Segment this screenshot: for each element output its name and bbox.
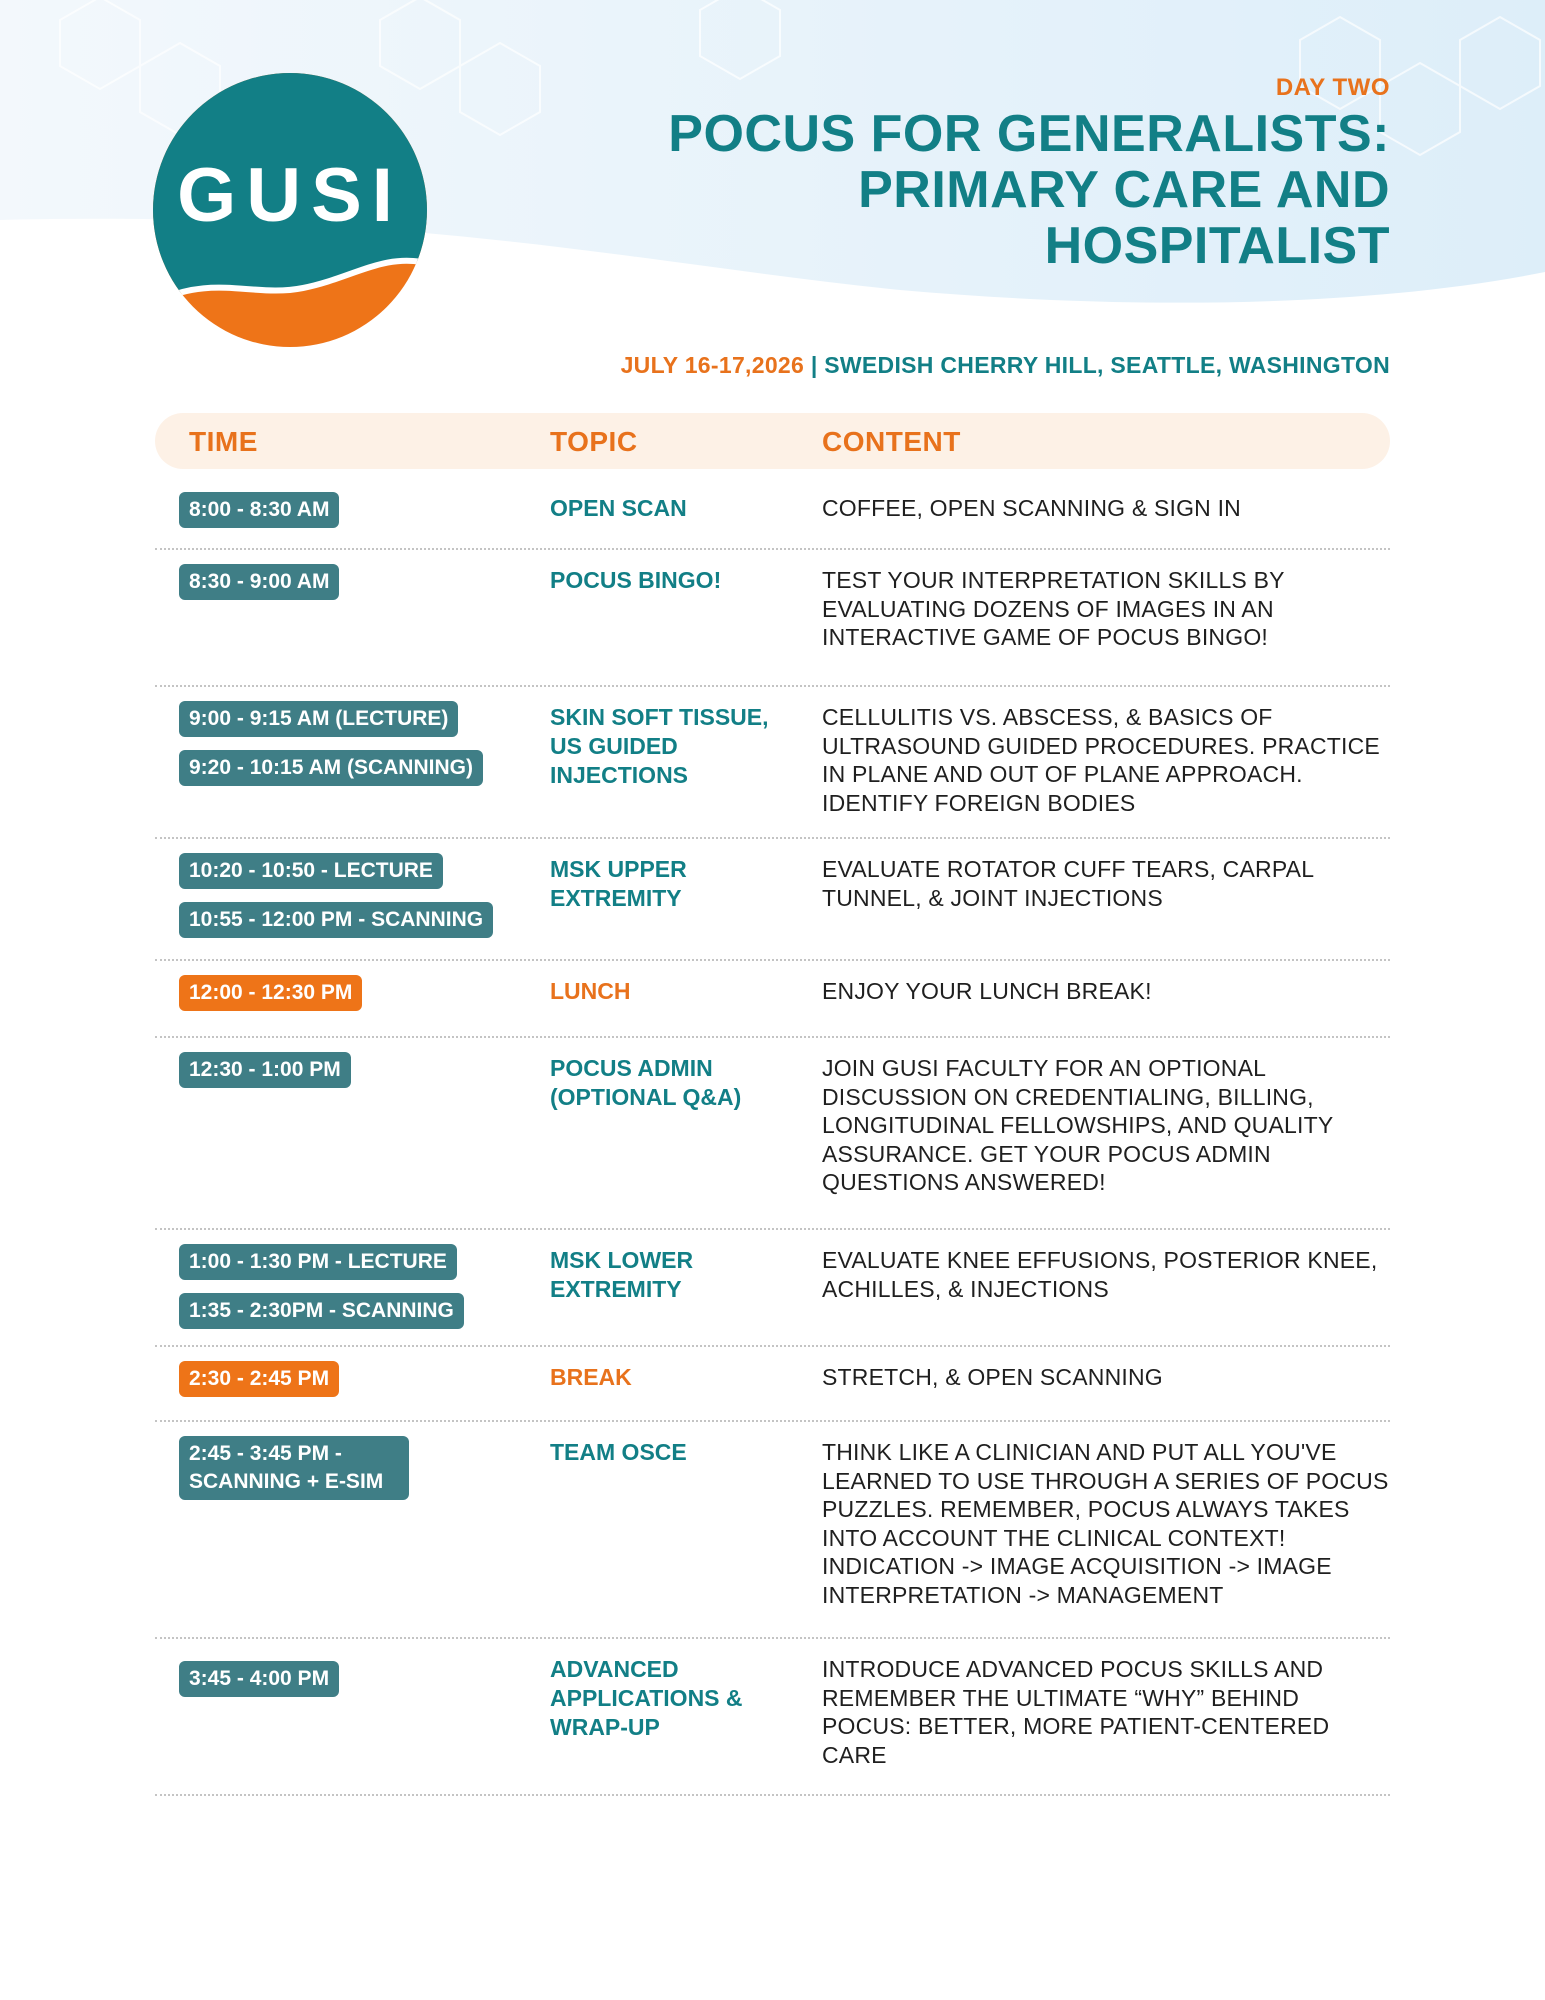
event-venue: SWEDISH CHERRY HILL, SEATTLE, WASHINGTON	[824, 352, 1390, 378]
time-pill: 1:35 - 2:30PM - SCANNING	[179, 1293, 464, 1329]
table-row	[155, 478, 1390, 550]
content-cell: EVALUATE KNEE EFFUSIONS, POSTERIOR KNEE, ACHILLES, & INJECTIONS	[822, 1247, 1378, 1302]
content-cell: COFFEE, OPEN SCANNING & SIGN IN	[822, 495, 1241, 521]
topic-cell: MSK UPPER EXTREMITY	[550, 856, 687, 911]
gusi-logo	[153, 73, 427, 347]
table-row	[155, 1422, 1390, 1639]
time-pill: 9:20 - 10:15 AM (SCANNING)	[179, 750, 483, 786]
column-header-content: CONTENT	[822, 426, 961, 457]
content-cell: EVALUATE ROTATOR CUFF TEARS, CARPAL TUNNEL, & JOINT INJECTIONS	[822, 856, 1314, 911]
table-row	[155, 1038, 1390, 1230]
title-line: PRIMARY CARE AND	[858, 161, 1390, 219]
event-date: JULY 16-17,2026	[620, 352, 805, 378]
time-pill: 10:55 - 12:00 PM - SCANNING	[179, 902, 493, 938]
topic-cell: POCUS ADMIN (OPTIONAL Q&A)	[550, 1055, 742, 1110]
topic-cell: SKIN SOFT TISSUE, US GUIDED INJECTIONS	[550, 704, 769, 788]
content-cell: STRETCH, & OPEN SCANNING	[822, 1364, 1163, 1390]
table-row	[155, 687, 1390, 839]
time-pill: 1:00 - 1:30 PM - LECTURE	[179, 1244, 457, 1280]
time-pill: 2:45 - 3:45 PM - SCANNING + E-SIM	[179, 1436, 409, 1500]
table-row	[155, 1347, 1390, 1422]
topic-cell: LUNCH	[550, 978, 631, 1004]
table-header-bar	[155, 413, 1390, 469]
time-pill: 3:45 - 4:00 PM	[179, 1661, 339, 1697]
time-pill: 12:30 - 1:00 PM	[179, 1052, 351, 1088]
table-row	[155, 1230, 1390, 1347]
content-cell: THINK LIKE A CLINICIAN AND PUT ALL YOU'VE LEARNED TO USE THROUGH A SERIES OF POCUS PUZZLES. REMEMBER, POCUS ALWAYS TAKES INTO ACCOUNT THE CLINICAL CONTEXT! INDICATION -> IMAGE ACQUISITION -> IMAGE INTERPRETATION -> MANAGEMENT	[822, 1439, 1389, 1608]
separator: |	[810, 352, 818, 378]
day-label: DAY TWO	[1275, 74, 1390, 101]
table-row	[155, 961, 1390, 1038]
content-cell: INTRODUCE ADVANCED POCUS SKILLS AND REMEMBER THE ULTIMATE “WHY” BEHIND POCUS: BETTER, MORE PATIENT-CENTERED CARE	[822, 1656, 1330, 1768]
schedule-table	[155, 478, 1390, 1796]
table-row	[155, 839, 1390, 961]
title-line: POCUS FOR GENERALISTS:	[668, 105, 1390, 163]
page-title	[490, 106, 1390, 274]
time-pill: 10:20 - 10:50 - LECTURE	[179, 853, 443, 889]
time-pill: 12:00 - 12:30 PM	[179, 975, 362, 1011]
topic-cell: OPEN SCAN	[550, 495, 687, 521]
topic-cell: ADVANCED APPLICATIONS & WRAP-UP	[550, 1656, 743, 1740]
topic-cell: MSK LOWER EXTREMITY	[550, 1247, 694, 1302]
content-cell: JOIN GUSI FACULTY FOR AN OPTIONAL DISCUSSION ON CREDENTIALING, BILLING, LONGITUDINAL FELLOWSHIPS, AND QUALITY ASSURANCE. GET YOUR POCUS ADMIN QUESTIONS ANSWERED!	[822, 1055, 1333, 1195]
topic-cell: BREAK	[550, 1364, 632, 1390]
content-cell: ENJOY YOUR LUNCH BREAK!	[822, 978, 1152, 1004]
time-pill: 2:30 - 2:45 PM	[179, 1361, 339, 1397]
time-pill: 9:00 - 9:15 AM (LECTURE)	[179, 701, 458, 737]
time-pill: 8:00 - 8:30 AM	[179, 492, 339, 528]
content-cell: CELLULITIS VS. ABSCESS, & BASICS OF ULTRASOUND GUIDED PROCEDURES. PRACTICE IN PLANE AND OUT OF PLANE APPROACH. IDENTIFY FOREIGN BODIES	[822, 704, 1380, 816]
topic-cell: TEAM OSCE	[550, 1439, 687, 1465]
time-pill: 8:30 - 9:00 AM	[179, 564, 339, 600]
column-header-topic: TOPIC	[550, 426, 638, 457]
title-line: HOSPITALIST	[1044, 217, 1390, 275]
logo-text: GUSI	[177, 153, 403, 238]
content-cell: TEST YOUR INTERPRETATION SKILLS BY EVALUATING DOZENS OF IMAGES IN AN INTERACTIVE GAME OF POCUS BINGO!	[822, 567, 1285, 650]
topic-cell: POCUS BINGO!	[550, 567, 722, 593]
event-info	[621, 352, 1390, 379]
column-header-time: TIME	[189, 426, 258, 457]
table-row	[155, 550, 1390, 687]
table-row	[155, 1639, 1390, 1796]
